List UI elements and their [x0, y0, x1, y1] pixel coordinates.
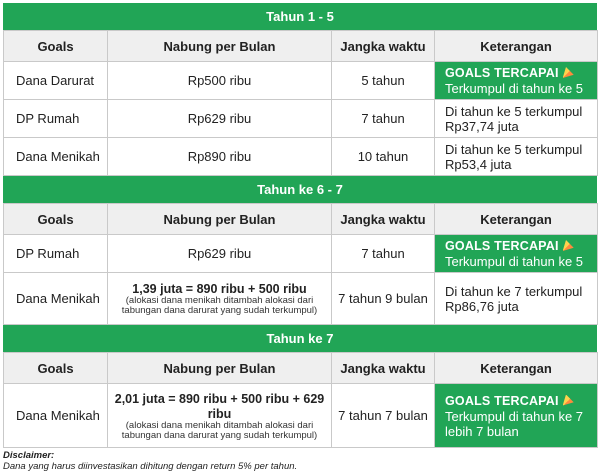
header-goals: Goals [4, 204, 108, 235]
nabung-note: (alokasi dana menikah ditambah alokasi dari tabungan dana darurat yang sudah terkumpul) [121, 419, 318, 441]
header-jangka: Jangka waktu [332, 353, 435, 384]
keterangan-cell [435, 62, 598, 100]
keterangan-text: Terkumpul di tahun ke 5 [445, 254, 584, 269]
nabung-breakdown: = 890 ribu + 500 ribu [182, 282, 307, 296]
nabung-cell: Rp629 ribu [108, 100, 332, 138]
goals-badge: GOALS TERCAPAI [445, 393, 559, 408]
keterangan-cell [435, 384, 598, 448]
header-nabung: Nabung per Bulan [108, 204, 332, 235]
keterangan-cell: Di tahun ke 5 terkumpul Rp53,4 juta [435, 138, 598, 176]
header-keterangan: Keterangan [435, 31, 598, 62]
disclaimer-text: Dana yang harus diinvestasikan dihitung dengan return 5% per tahun. [3, 461, 298, 472]
party-popper-icon [563, 67, 574, 78]
party-popper-icon [563, 395, 574, 406]
nabung-cell [108, 384, 332, 448]
keterangan-text: Terkumpul di tahun ke 5 [445, 81, 584, 96]
table-row [4, 62, 598, 100]
nabung-breakdown: = 890 ribu + 500 ribu + 629 ribu [164, 391, 325, 421]
section-title: Tahun ke 7 [3, 325, 597, 352]
section-title: Tahun 1 - 5 [3, 3, 597, 30]
goal-cell: Dana Menikah [4, 384, 108, 448]
nabung-note: (alokasi dana menikah ditambah alokasi dari tabungan dana darurat yang sudah terkumpul) [121, 295, 318, 316]
table-header-row [4, 204, 598, 235]
table-header-row [4, 353, 598, 384]
goals-badge: GOALS TERCAPAI [445, 239, 559, 253]
table-header-row [4, 31, 598, 62]
header-nabung: Nabung per Bulan [108, 31, 332, 62]
table-row [4, 273, 598, 325]
keterangan-text: Terkumpul di tahun ke 7 lebih 7 bulan [445, 408, 584, 439]
header-goals: Goals [4, 353, 108, 384]
section-table [3, 203, 598, 325]
nabung-formula [115, 392, 325, 421]
nabung-cell: Rp890 ribu [108, 138, 332, 176]
jangka-cell: 10 tahun [332, 138, 435, 176]
goal-cell: Dana Menikah [4, 273, 108, 325]
party-popper-icon [563, 240, 574, 251]
section-table [3, 352, 598, 448]
goal-cell: Dana Menikah [4, 138, 108, 176]
jangka-cell: 7 tahun 9 bulan [332, 273, 435, 325]
nabung-cell [108, 273, 332, 325]
table-row [4, 235, 598, 273]
header-keterangan: Keterangan [435, 204, 598, 235]
goals-badge: GOALS TERCAPAI [445, 66, 559, 80]
keterangan-cell: Di tahun ke 5 terkumpul Rp37,74 juta [435, 100, 598, 138]
nabung-total: 2,01 juta [114, 391, 165, 406]
header-jangka: Jangka waktu [332, 31, 435, 62]
nabung-cell: Rp629 ribu [108, 235, 332, 273]
table-row [4, 138, 598, 176]
jangka-cell: 7 tahun [332, 100, 435, 138]
goal-cell: Dana Darurat [4, 62, 108, 100]
nabung-cell: Rp500 ribu [108, 62, 332, 100]
goal-cell: DP Rumah [4, 235, 108, 273]
table-row [4, 100, 598, 138]
keterangan-cell: Di tahun ke 7 terkumpul Rp86,76 juta [435, 273, 598, 325]
goal-cell: DP Rumah [4, 100, 108, 138]
disclaimer [3, 450, 597, 472]
table-row [4, 384, 598, 448]
disclaimer-label: Disclaimer: [3, 450, 55, 461]
header-keterangan: Keterangan [435, 353, 598, 384]
jangka-cell: 7 tahun [332, 235, 435, 273]
header-goals: Goals [4, 31, 108, 62]
jangka-cell: 5 tahun [332, 62, 435, 100]
section-title: Tahun ke 6 - 7 [3, 176, 597, 203]
section-table [3, 30, 598, 176]
header-jangka: Jangka waktu [332, 204, 435, 235]
keterangan-cell [435, 235, 598, 273]
jangka-cell: 7 tahun 7 bulan [332, 384, 435, 448]
nabung-formula [132, 282, 306, 296]
header-nabung: Nabung per Bulan [108, 353, 332, 384]
nabung-total: 1,39 juta [132, 282, 183, 296]
